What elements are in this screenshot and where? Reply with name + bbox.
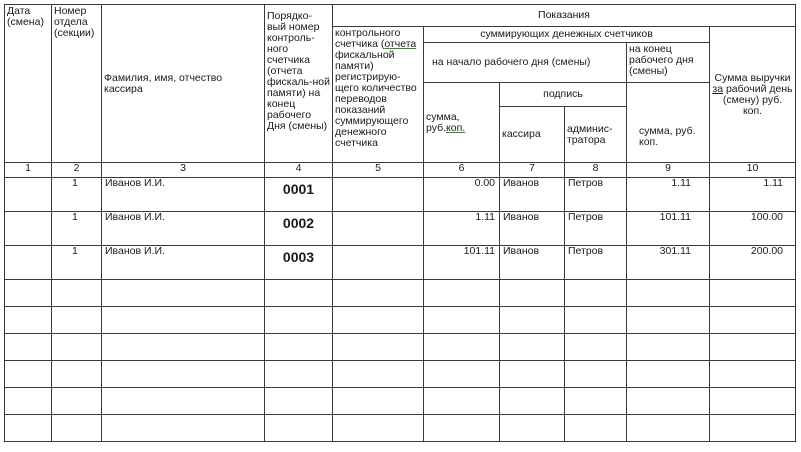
header-revenue-post: рабочий день (смену) руб. коп. [722,82,793,117]
empty-cell [102,415,265,442]
header-readings: Показания [333,5,796,27]
cell-cashier-signature: Иванов [500,178,565,212]
cell-cashier-signature: Иванов [500,246,565,280]
cell-counter-number: 0001 [265,178,333,212]
column-number: 2 [52,163,102,178]
header-counter-number: Порядко-вый номер контроль-ного счетчика (отчета фискаль-ной памяти) на конец рабочего Дня (смены) [265,5,333,163]
header-admin: админис-тратора [565,107,627,163]
empty-cell [5,361,52,388]
column-numbers-row [5,163,796,178]
empty-cell [565,415,627,442]
header-control-counter-ul: отчета [384,38,417,50]
empty-cell [424,334,500,361]
empty-cell [52,361,102,388]
empty-cell [627,388,710,415]
empty-cell [5,280,52,307]
cell-cashier-name: Иванов И.И. [102,246,265,280]
cell-control-counter [333,178,424,212]
cell-section: 1 [52,246,102,280]
header-end-of-day: на конец рабочего дня (смены) [627,43,710,83]
header-summing-counters: суммирующих денежных счетчиков [424,27,710,43]
empty-cell [424,415,500,442]
empty-cell [710,415,796,442]
header-revenue-pre: Сумма выручки [714,71,791,84]
column-number: 6 [424,163,500,178]
cell-control-counter [333,212,424,246]
cell-section: 1 [52,178,102,212]
empty-cell [102,307,265,334]
empty-cell [102,388,265,415]
empty-cell [265,388,333,415]
empty-cell [424,307,500,334]
cell-revenue: 1.11 [710,178,796,212]
header-signature: подпись [500,83,627,107]
table-row [5,212,796,246]
empty-cell [500,280,565,307]
cell-end-sum: 101.11 [627,212,710,246]
header-sum-start [424,83,500,163]
empty-cell [333,388,424,415]
cell-end-sum: 1.11 [627,178,710,212]
empty-cell [710,307,796,334]
cell-section: 1 [52,212,102,246]
empty-cell [265,361,333,388]
cell-end-sum: 301.11 [627,246,710,280]
header-cashier-name [102,5,265,163]
header-control-counter [333,27,424,163]
empty-cell [500,334,565,361]
empty-cell [265,334,333,361]
empty-cell [500,415,565,442]
empty-cell [5,415,52,442]
cell-counter-number: 0002 [265,212,333,246]
empty-cell [265,280,333,307]
empty-row [5,307,796,334]
cell-start-sum: 1.11 [424,212,500,246]
header-revenue-ul: за [712,82,724,95]
empty-cell [627,307,710,334]
cell-counter-number: 0003 [265,246,333,280]
empty-row [5,280,796,307]
cell-start-sum: 101.11 [424,246,500,280]
empty-cell [627,415,710,442]
column-number: 10 [710,163,796,178]
empty-cell [333,361,424,388]
empty-cell [500,388,565,415]
header-section: Номер отдела (секции) [52,5,102,163]
empty-row [5,415,796,442]
cashier-journal-table [4,4,796,442]
column-number: 3 [102,163,265,178]
cell-admin-signature: Петров [565,178,627,212]
empty-cell [710,388,796,415]
cell-cashier-name: Иванов И.И. [102,212,265,246]
empty-row [5,361,796,388]
header-control-counter-pre: контрольного счетчика ( [335,27,401,50]
empty-cell [565,388,627,415]
empty-cell [424,388,500,415]
empty-cell [5,334,52,361]
empty-cell [52,307,102,334]
empty-cell [102,334,265,361]
table-row [5,246,796,280]
header-control-counter-post: фискальной памяти) регистрирую-щего количество переводов показаний суммирующего денежного счетчика [335,49,417,149]
cell-cashier-signature: Иванов [500,212,565,246]
column-number: 5 [333,163,424,178]
cashier-journal-sheet [4,4,795,452]
empty-cell [102,280,265,307]
table-row [5,178,796,212]
empty-cell [5,388,52,415]
empty-cell [102,361,265,388]
header-sum-start-pre: сумма, руб. [426,110,460,134]
empty-cell [627,361,710,388]
empty-cell [500,361,565,388]
empty-cell [565,334,627,361]
header-date: Дата (смена) [5,5,52,163]
empty-cell [565,280,627,307]
empty-cell [565,307,627,334]
empty-cell [627,280,710,307]
cell-admin-signature: Петров [565,246,627,280]
header-sum-end: сумма, руб. коп. [627,83,710,163]
empty-cell [333,307,424,334]
empty-cell [52,388,102,415]
empty-cell [627,334,710,361]
empty-cell [52,334,102,361]
empty-cell [424,361,500,388]
empty-cell [424,280,500,307]
empty-cell [710,280,796,307]
header-cashier: кассира [500,107,565,163]
empty-row [5,388,796,415]
cell-start-sum: 0.00 [424,178,500,212]
header-cashier-name-text: Фамилия, имя, отчество кассира [104,71,223,95]
cell-admin-signature: Петров [565,212,627,246]
column-number: 8 [565,163,627,178]
empty-cell [52,415,102,442]
header-sum-start-ul: коп. [446,121,466,134]
cell-date [5,246,52,280]
cell-revenue: 200.00 [710,246,796,280]
cell-cashier-name: Иванов И.И. [102,178,265,212]
empty-cell [265,307,333,334]
empty-cell [565,361,627,388]
empty-cell [333,334,424,361]
empty-cell [710,361,796,388]
empty-row [5,334,796,361]
cell-date [5,212,52,246]
empty-cell [333,415,424,442]
column-number: 9 [627,163,710,178]
empty-cell [5,307,52,334]
empty-cell [710,334,796,361]
cell-control-counter [333,246,424,280]
empty-cell [333,280,424,307]
header-revenue [710,27,796,163]
column-number: 4 [265,163,333,178]
column-number: 1 [5,163,52,178]
cell-revenue: 100.00 [710,212,796,246]
empty-cell [52,280,102,307]
empty-cell [500,307,565,334]
header-start-of-day: на начало рабочего дня (смены) [424,43,627,83]
cell-date [5,178,52,212]
column-number: 7 [500,163,565,178]
empty-cell [265,415,333,442]
